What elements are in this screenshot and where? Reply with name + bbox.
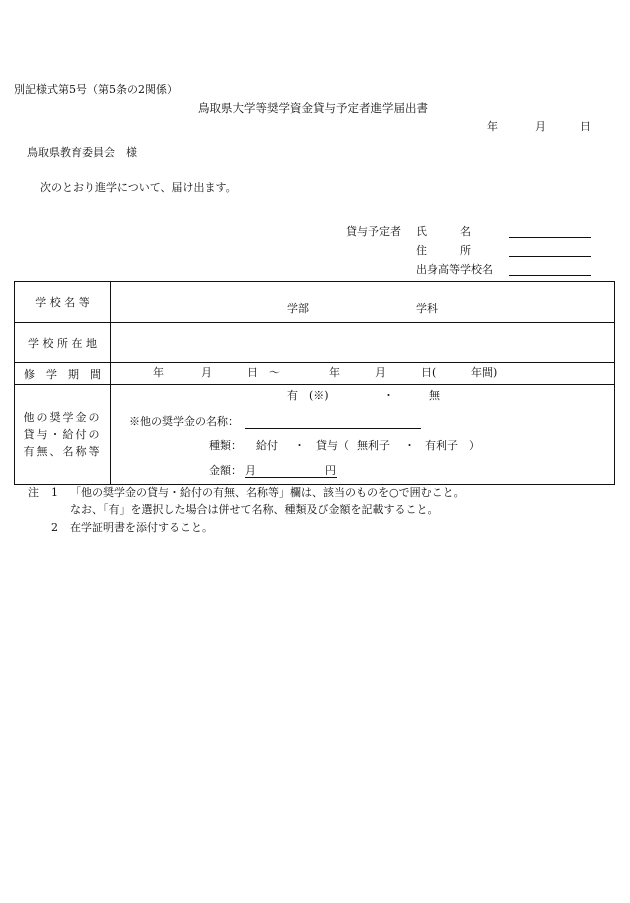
period-start-month: 月	[201, 366, 212, 379]
applicant-name-label: 氏 名	[416, 225, 471, 238]
type-separator-1: ・	[294, 439, 305, 452]
period-tilde: 〜	[269, 366, 280, 379]
option-no[interactable]: 無	[429, 389, 440, 402]
period-years: 年間)	[471, 366, 498, 379]
applicant-address-label: 住 所	[416, 244, 471, 257]
date-year-label: 年	[487, 120, 498, 133]
other-label-line-1: 他の奨学金の	[23, 411, 102, 424]
intro-text: 次のとおり進学について、届け出ます。	[40, 181, 237, 194]
period-start-day: 日	[247, 366, 258, 379]
form-reference: 別記様式第5号（第5条の2関係）	[14, 83, 178, 96]
type-with-interest[interactable]: 有利子 ）	[425, 439, 480, 452]
other-label-line-2: 貸与・給付の	[23, 428, 102, 441]
applicant-school-label: 出身高等学校名	[416, 263, 493, 276]
note-1-text: 「他の奨学金の貸与・給付の有無、名称等」欄は、該当のものを○で囲むこと。	[70, 486, 465, 499]
note-2-number: 2	[51, 521, 58, 534]
other-name-field[interactable]	[245, 415, 421, 429]
type-grant[interactable]: 給付	[256, 439, 278, 452]
option-separator: ・	[383, 389, 394, 402]
row-school-name	[15, 282, 615, 323]
school-address-label: 学 校 所 在 地	[15, 323, 111, 363]
date-day-label: 日	[580, 120, 591, 133]
type-separator-2: ・	[404, 439, 415, 452]
study-period-field[interactable]	[111, 363, 615, 385]
amount-yen: 円	[325, 464, 336, 477]
date-month-label: 月	[535, 120, 546, 133]
period-end-month: 月	[375, 366, 386, 379]
type-no-interest[interactable]: 無利子	[357, 439, 390, 452]
row-other-scholarship	[15, 385, 615, 485]
row-school-address	[15, 323, 615, 363]
other-scholarship-field	[111, 385, 615, 485]
school-name-label: 学 校 名 等	[15, 282, 111, 323]
applicant-role-label: 貸与予定者	[346, 225, 401, 238]
type-loan[interactable]: 貸与（	[316, 439, 349, 452]
faculty-label: 学部	[287, 302, 309, 315]
type-label: 種類：	[209, 439, 242, 452]
applicant-address-field[interactable]	[509, 243, 591, 257]
other-label-line-3: 有無、名称等	[23, 445, 102, 458]
other-name-label: ※他の奨学金の名称：	[129, 415, 239, 428]
amount-field[interactable]	[245, 464, 337, 478]
note-2-text: 在学証明書を添付すること。	[70, 521, 213, 534]
row-study-period	[15, 363, 615, 385]
school-name-field[interactable]	[111, 282, 615, 323]
period-start-year: 年	[153, 366, 164, 379]
other-scholarship-label	[15, 385, 111, 485]
amount-month: 月	[245, 464, 256, 477]
enrollment-form-table	[14, 281, 615, 485]
school-address-field[interactable]	[111, 323, 615, 363]
option-yes[interactable]: 有 (※)	[287, 389, 329, 402]
applicant-name-field[interactable]	[509, 224, 591, 238]
note-1-continuation: なお、「有」を選択した場合は併せて名称、種類及び金額を記載すること。	[70, 503, 439, 516]
amount-label: 金額：	[209, 464, 242, 477]
applicant-school-field[interactable]	[509, 262, 591, 276]
document-title: 鳥取県大学等奨学資金貸与予定者進学届出書	[198, 101, 428, 115]
period-end-day: 日(	[421, 366, 437, 379]
note-1-number: 1	[51, 486, 58, 499]
addressee: 鳥取県教育委員会 様	[27, 146, 137, 159]
department-label: 学科	[416, 302, 438, 315]
period-end-year: 年	[329, 366, 340, 379]
study-period-label: 修 学 期 間	[15, 363, 111, 385]
notes-mark: 注	[28, 486, 39, 499]
